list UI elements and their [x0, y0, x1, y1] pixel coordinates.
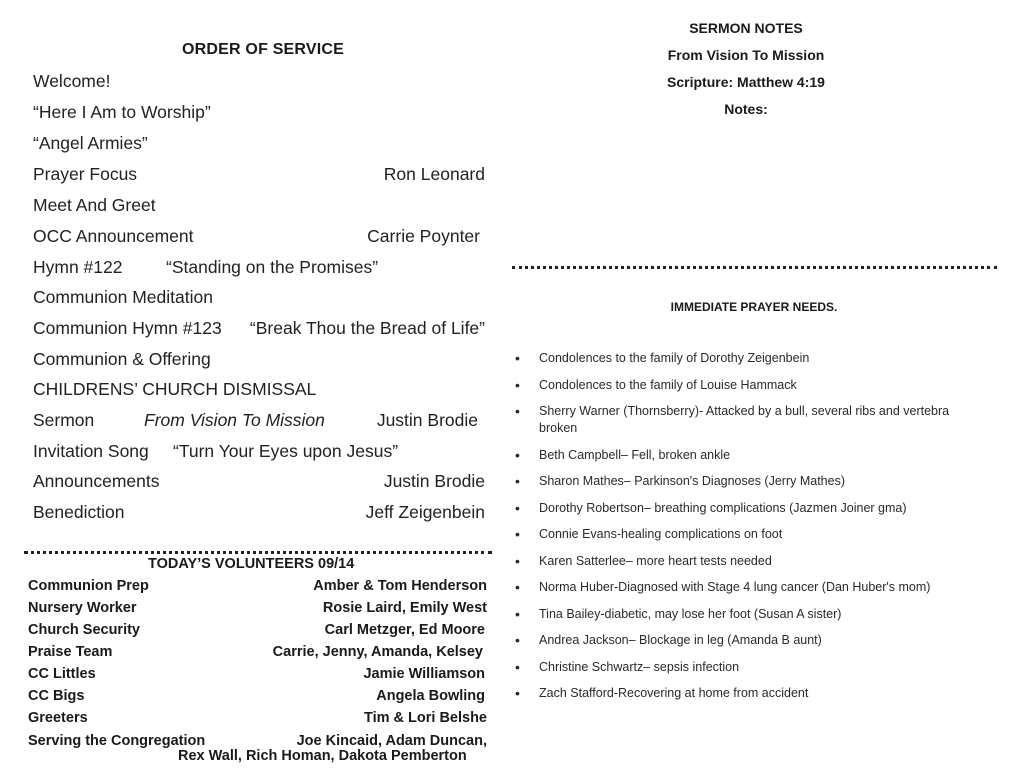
prayer-needs-title: IMMEDIATE PRAYER NEEDS. [670, 300, 838, 314]
service-item-name: Meet And Greet [33, 195, 156, 215]
service-item-childrens-church [33, 379, 485, 403]
order-of-service-title: ORDER OF SERVICE [182, 41, 345, 58]
list-item: • Christine Schwartz– sepsis infection [514, 659, 984, 676]
volunteer-row [28, 578, 487, 598]
sermon-notes-label: Notes: [724, 101, 768, 117]
dotted-divider [24, 551, 492, 554]
list-item: • Sharon Mathes– Parkinson's Diagnoses (Jerry Mathes) [514, 473, 984, 490]
service-item-sermon [33, 410, 485, 434]
volunteer-names-continuation: Rex Wall, Rich Homan, Dakota Pemberton [178, 748, 467, 764]
service-item-benediction [33, 502, 485, 526]
volunteer-role: Church Security [28, 622, 140, 638]
list-item: • Condolences to the family of Louise Hammack [514, 377, 984, 394]
service-item-leader: Carrie Poynter [367, 226, 480, 246]
list-item: • Beth Campbell– Fell, broken ankle [514, 447, 984, 464]
service-item-name: “Here I Am to Worship” [33, 102, 211, 122]
service-item-name: OCC Announcement [33, 226, 194, 246]
volunteers-title: TODAY’S VOLUNTEERS 09/14 [148, 556, 355, 572]
service-item-leader: Jeff Zeigenbein [365, 502, 485, 522]
service-item-song [33, 133, 485, 157]
service-item-name: Prayer Focus [33, 164, 138, 184]
service-item-name: Sermon [33, 410, 95, 430]
sermon-title: From Vision To Mission [144, 410, 325, 430]
volunteer-role: CC Bigs [28, 688, 85, 704]
volunteer-row [28, 710, 487, 730]
service-item-name: Communion Hymn #123 [33, 318, 222, 338]
service-item-song-title: “Turn Your Eyes upon Jesus” [173, 441, 399, 461]
list-item: • Condolences to the family of Dorothy Zeigenbein [514, 350, 984, 367]
volunteer-row [28, 600, 487, 620]
volunteer-row [28, 622, 487, 642]
service-item-song-title: “Break Thou the Bread of Life” [249, 318, 485, 338]
service-item-prayer-focus [33, 164, 485, 188]
volunteer-role: Communion Prep [28, 578, 149, 594]
volunteer-names: Joe Kincaid, Adam Duncan, [296, 733, 487, 749]
volunteer-role: Praise Team [28, 644, 113, 660]
volunteer-row [28, 688, 487, 708]
volunteer-row [28, 666, 487, 686]
list-item: • Sherry Warner (Thornsberry)- Attacked by a bull, several ribs and vertebra broken [514, 403, 984, 437]
service-item-invitation-song [33, 441, 485, 465]
service-item-leader: Ron Leonard [383, 164, 485, 184]
service-item-name: Communion Meditation [33, 287, 213, 307]
service-item-leader: Justin Brodie [383, 471, 485, 491]
volunteer-names: Rosie Laird, Emily West [322, 600, 487, 616]
list-item: • Norma Huber-Diagnosed with Stage 4 lung cancer (Dan Huber's mom) [514, 579, 984, 596]
list-item: • Zach Stafford-Recovering at home from accident [514, 685, 984, 702]
service-item-hymn [33, 257, 485, 281]
list-item: • Connie Evans-healing complications on foot [514, 526, 984, 543]
sermon-notes-heading: SERMON NOTES [689, 20, 803, 36]
service-item-name: “Angel Armies” [33, 133, 148, 153]
volunteer-names: Carrie, Jenny, Amanda, Kelsey [272, 644, 483, 660]
service-item-name: Communion & Offering [33, 349, 211, 369]
list-item: • Karen Satterlee– more heart tests needed [514, 553, 984, 570]
service-item-welcome [33, 71, 485, 95]
service-item-communion-offering [33, 349, 485, 373]
service-item-occ-announcement [33, 226, 485, 250]
volunteer-role: Greeters [28, 710, 88, 726]
service-item-announcements [33, 471, 485, 495]
service-item-communion-hymn [33, 318, 485, 342]
prayer-needs-list [514, 350, 984, 712]
volunteer-names: Jamie Williamson [363, 666, 485, 682]
volunteer-names: Carl Metzger, Ed Moore [324, 622, 485, 638]
list-item: • Tina Bailey-diabetic, may lose her foot (Susan A sister) [514, 606, 984, 623]
sermon-notes-title: From Vision To Mission [667, 47, 825, 63]
service-item-name: Benediction [33, 502, 125, 522]
dotted-divider [512, 266, 997, 269]
list-item: • Dorothy Robertson– breathing complications (Jazmen Joiner gma) [514, 500, 984, 517]
volunteer-names: Amber & Tom Henderson [313, 578, 487, 594]
list-item: • Andrea Jackson– Blockage in leg (Amanda B aunt) [514, 632, 984, 649]
service-item-name: CHILDRENS’ CHURCH DISMISSAL [33, 379, 317, 399]
volunteer-names: Angela Bowling [376, 688, 485, 704]
service-item-song-title: “Standing on the Promises” [166, 257, 379, 277]
volunteer-role: Nursery Worker [28, 600, 137, 616]
service-item-communion-meditation [33, 287, 485, 311]
volunteer-role: CC Littles [28, 666, 96, 682]
service-item-meet-and-greet [33, 195, 485, 219]
volunteer-names: Tim & Lori Belshe [363, 710, 487, 726]
service-item-song [33, 102, 485, 126]
volunteer-role: Serving the Congregation [28, 733, 206, 749]
service-item-leader: Justin Brodie [376, 410, 478, 430]
service-item-name: Invitation Song [33, 441, 149, 461]
service-item-name: Welcome! [33, 71, 111, 91]
service-item-name: Hymn #122 [33, 257, 123, 277]
volunteer-row [28, 644, 487, 664]
service-item-name: Announcements [33, 471, 160, 491]
sermon-scripture: Scripture: Matthew 4:19 [667, 74, 825, 90]
